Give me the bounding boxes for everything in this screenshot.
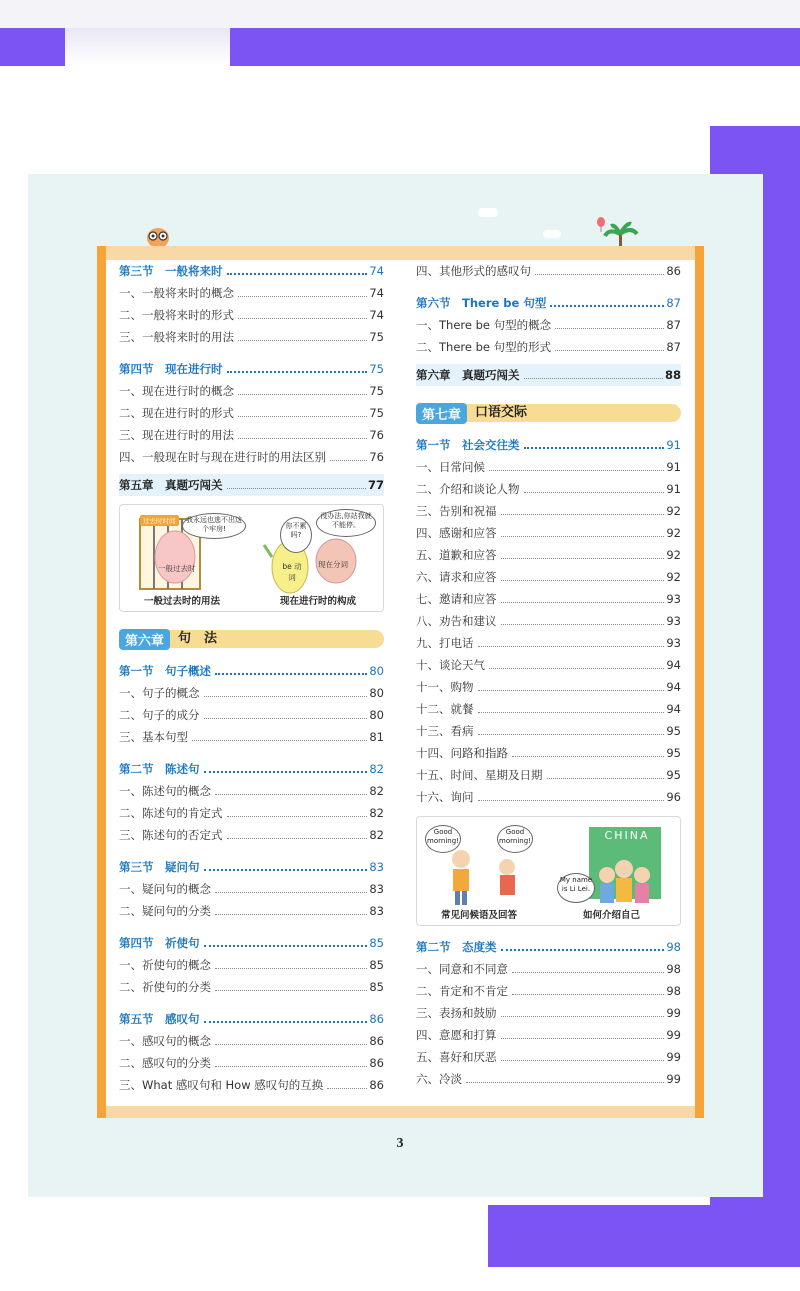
toc-item-title: 十五、时间、星期及日期: [416, 768, 543, 782]
toc-chapter-review-title: 第五章 真题巧闯关: [119, 478, 223, 492]
illustration-caption: 如何介绍自己: [583, 910, 641, 921]
toc-item[interactable]: [119, 682, 384, 704]
toc-item-page: 85: [369, 980, 384, 994]
top-background: [0, 0, 800, 28]
toc-item-page: 92: [666, 548, 681, 562]
toc-item[interactable]: [416, 980, 681, 1002]
toc-item-title: 三、陈述句的否定式: [119, 828, 223, 842]
toc-section-title: 第三节 疑问句: [119, 860, 200, 874]
toc-section-title: 第五节 感叹句: [119, 1012, 200, 1026]
leader-dots: [204, 945, 368, 947]
leader-dots: [466, 1082, 664, 1083]
toc-item-title: 一、陈述句的概念: [119, 784, 211, 798]
toc-item-title: 一、祈使句的概念: [119, 958, 211, 972]
leader-dots: [535, 274, 664, 275]
toc-item-title: 二、句子的成分: [119, 708, 200, 722]
toc-section[interactable]: [416, 936, 681, 958]
leader-dots: [227, 371, 368, 373]
toc-item-title: 一、疑问句的概念: [119, 882, 211, 896]
leader-dots: [501, 1038, 665, 1039]
toc-item-title: 三、现在进行时的用法: [119, 428, 234, 442]
toc-item-page: 86: [369, 1056, 384, 1070]
leader-dots: [227, 273, 368, 275]
leader-dots: [238, 340, 367, 341]
illustration-caption: 常见问候语及回答: [441, 910, 518, 921]
toc-item-title: 二、陈述句的肯定式: [119, 806, 223, 820]
leader-dots: [330, 460, 367, 461]
toc-item[interactable]: [416, 500, 681, 522]
toc-item[interactable]: [119, 900, 384, 922]
toc-section-page: 86: [369, 1012, 384, 1026]
panel-left-edge: [97, 246, 106, 1118]
chapter-title: 口语交际: [463, 404, 681, 422]
sign-label: 过去时时间: [140, 515, 179, 526]
toc-item[interactable]: [119, 326, 384, 348]
toc-item-page: 99: [666, 1006, 681, 1020]
toc-item-page: 99: [666, 1072, 681, 1086]
toc-item-page: 98: [666, 984, 681, 998]
toc-item-page: 96: [666, 790, 681, 804]
character-label: be 动词: [282, 562, 302, 582]
toc-section[interactable]: [119, 932, 384, 954]
toc-item-title: 八、劝告和建议: [416, 614, 497, 628]
speech-bubble: Good morning!: [497, 825, 533, 853]
leader-dots: [489, 470, 664, 471]
panel-top-edge: [97, 246, 704, 260]
toc-item[interactable]: [416, 632, 681, 654]
toc-section-page: 85: [369, 936, 384, 950]
toc-chapter-review-page: 77: [367, 478, 384, 492]
chapter-number: 第六章: [119, 629, 170, 650]
illustration-caption: 现在进行时的构成: [280, 596, 357, 607]
toc-left-column: [119, 260, 384, 1096]
band-notch: [65, 28, 230, 66]
toc-item-title: 一、日常问候: [416, 460, 485, 474]
leader-dots: [512, 972, 664, 973]
toc-item[interactable]: [416, 610, 681, 632]
leader-dots: [215, 914, 367, 915]
toc-item-page: 75: [369, 406, 384, 420]
panel-bottom-edge: [97, 1106, 704, 1118]
leader-dots: [478, 800, 665, 801]
leader-dots: [204, 771, 368, 773]
toc-item-title: 三、表扬和鼓励: [416, 1006, 497, 1020]
chapter-heading: [416, 402, 681, 424]
toc-item-title: 六、请求和应答: [416, 570, 497, 584]
toc-item[interactable]: [119, 304, 384, 326]
leader-dots: [512, 756, 664, 757]
toc-section[interactable]: [119, 260, 384, 282]
toc-section-page: 74: [369, 264, 384, 278]
leader-dots: [555, 350, 664, 351]
toc-right-column: [416, 260, 681, 1090]
toc-section-title: 第二节 陈述句: [119, 762, 200, 776]
toc-item[interactable]: [119, 446, 384, 468]
leader-dots: [215, 968, 367, 969]
character-label: 一般过去时: [158, 564, 196, 573]
toc-item[interactable]: [416, 544, 681, 566]
toc-item-title: 十三、看病: [416, 724, 474, 738]
toc-item-title: 一、句子的概念: [119, 686, 200, 700]
leader-dots: [501, 558, 665, 559]
toc-section-page: 82: [369, 762, 384, 776]
toc-item[interactable]: [416, 478, 681, 500]
toc-section[interactable]: [119, 358, 384, 380]
leader-dots: [238, 438, 367, 439]
toc-item-title: 一、现在进行时的概念: [119, 384, 234, 398]
toc-chapter-review[interactable]: [416, 364, 681, 386]
toc-item[interactable]: [119, 824, 384, 846]
toc-item-page: 75: [369, 330, 384, 344]
illustration-caption: 一般过去时的用法: [144, 596, 221, 607]
leader-dots: [215, 892, 367, 893]
leader-dots: [238, 318, 367, 319]
toc-item[interactable]: [416, 676, 681, 698]
leader-dots: [501, 580, 665, 581]
toc-section[interactable]: [119, 660, 384, 682]
toc-section-page: 80: [369, 664, 384, 678]
speech-bubble: My name is Li Lei.: [557, 873, 595, 903]
toc-item-page: 76: [369, 450, 384, 464]
chapter-heading: [119, 628, 384, 650]
toc-item-page: 93: [666, 614, 681, 628]
toc-item-page: 83: [369, 904, 384, 918]
toc-section[interactable]: [416, 434, 681, 456]
leader-dots: [501, 949, 665, 951]
toc-section-title: 第一节 句子概述: [119, 664, 211, 678]
leader-dots: [489, 668, 664, 669]
toc-item-title: 四、其他形式的感叹句: [416, 264, 531, 278]
toc-item[interactable]: [119, 976, 384, 998]
toc-item-title: 三、基本句型: [119, 730, 188, 744]
leader-dots: [501, 602, 665, 603]
toc-item[interactable]: [416, 764, 681, 786]
leader-dots: [550, 305, 664, 307]
toc-item-title: 十一、购物: [416, 680, 474, 694]
leader-dots: [204, 1021, 368, 1023]
toc-item-page: 94: [666, 658, 681, 672]
toc-item-title: 四、意愿和打算: [416, 1028, 497, 1042]
leader-dots: [215, 990, 367, 991]
toc-item[interactable]: [416, 1024, 681, 1046]
illustration-past-and-progressive: [119, 504, 384, 612]
leader-dots: [204, 869, 368, 871]
toc-item-page: 91: [666, 460, 681, 474]
leader-dots: [478, 712, 665, 713]
toc-item-page: 75: [369, 384, 384, 398]
toc-item[interactable]: [416, 1068, 681, 1090]
toc-item-title: 二、There be 句型的形式: [416, 340, 552, 354]
leader-dots: [512, 994, 664, 995]
toc-item-title: 五、道歉和应答: [416, 548, 497, 562]
leader-dots: [555, 328, 664, 329]
character-label: 现在分词: [318, 560, 348, 569]
toc-item-page: 95: [666, 724, 681, 738]
leader-dots: [238, 394, 367, 395]
toc-item-page: 80: [369, 686, 384, 700]
toc-item[interactable]: [119, 726, 384, 748]
toc-item-title: 三、一般将来时的用法: [119, 330, 234, 344]
toc-chapter-review-page: 88: [664, 368, 681, 382]
leader-dots: [227, 488, 366, 489]
toc-item-title: 四、感谢和应答: [416, 526, 497, 540]
toc-item[interactable]: [416, 260, 681, 282]
toc-item-page: 81: [369, 730, 384, 744]
toc-section-title: 第三节 一般将来时: [119, 264, 223, 278]
toc-item[interactable]: [119, 954, 384, 976]
chapter-number: 第七章: [416, 403, 467, 424]
leader-dots: [238, 416, 367, 417]
toc-item-title: 十、谈论天气: [416, 658, 485, 672]
leader-dots: [478, 646, 665, 647]
speech-bubble: 你不累吗?: [280, 517, 312, 553]
toc-item-page: 95: [666, 746, 681, 760]
leader-dots: [215, 673, 367, 675]
toc-item-page: 92: [666, 570, 681, 584]
toc-item[interactable]: [416, 566, 681, 588]
leader-dots: [192, 740, 367, 741]
toc-item[interactable]: [119, 780, 384, 802]
toc-section[interactable]: [416, 292, 681, 314]
toc-item-page: 74: [369, 308, 384, 322]
toc-item-page: 94: [666, 702, 681, 716]
toc-item-title: 三、What 感叹句和 How 感叹句的互换: [119, 1078, 324, 1092]
toc-item-title: 二、疑问句的分类: [119, 904, 211, 918]
leader-dots: [501, 514, 665, 515]
toc-item-page: 91: [666, 482, 681, 496]
chapter-title: 句 法: [166, 630, 384, 648]
toc-item[interactable]: [416, 698, 681, 720]
leader-dots: [238, 296, 367, 297]
leader-dots: [524, 447, 665, 449]
toc-chapter-review-title: 第六章 真题巧闯关: [416, 368, 520, 382]
toc-item-page: 76: [369, 428, 384, 442]
toc-item[interactable]: [416, 314, 681, 336]
toc-item-title: 十二、就餐: [416, 702, 474, 716]
toc-item-title: 一、同意和不同意: [416, 962, 508, 976]
toc-item-page: 86: [369, 1034, 384, 1048]
toc-item-title: 二、感叹句的分类: [119, 1056, 211, 1070]
toc-item-page: 92: [666, 526, 681, 540]
toc-item-page: 99: [666, 1028, 681, 1042]
toc-item-page: 80: [369, 708, 384, 722]
toc-item[interactable]: [416, 786, 681, 808]
leader-dots: [215, 1044, 367, 1045]
toc-item-page: 82: [369, 806, 384, 820]
leader-dots: [501, 1016, 665, 1017]
toc-item[interactable]: [119, 1052, 384, 1074]
toc-item-page: 82: [369, 828, 384, 842]
toc-item-page: 86: [666, 264, 681, 278]
leader-dots: [215, 1066, 367, 1067]
toc-item-page: 99: [666, 1050, 681, 1064]
toc-section-title: 第四节 现在进行时: [119, 362, 223, 376]
cloud-icon: [478, 208, 498, 217]
toc-item-title: 九、打电话: [416, 636, 474, 650]
illustration-greetings-and-introductions: [416, 816, 681, 926]
toc-item-title: 一、一般将来时的概念: [119, 286, 234, 300]
toc-section-title: 第六节 There be 句型: [416, 296, 547, 310]
toc-item[interactable]: [416, 522, 681, 544]
panel-right-edge: [695, 246, 704, 1118]
leader-dots: [227, 838, 368, 839]
page-number: 3: [396, 1136, 404, 1151]
toc-section-page: 91: [666, 438, 681, 452]
toc-section[interactable]: [119, 758, 384, 780]
toc-item-page: 83: [369, 882, 384, 896]
toc-item[interactable]: [119, 402, 384, 424]
leader-dots: [204, 718, 368, 719]
toc-section-title: 第一节 社会交往类: [416, 438, 520, 452]
toc-item[interactable]: [416, 742, 681, 764]
toc-item-page: 98: [666, 962, 681, 976]
toc-section-page: 87: [666, 296, 681, 310]
cloud-icon: [543, 230, 561, 238]
toc-item-title: 六、冷淡: [416, 1072, 462, 1086]
leader-dots: [327, 1088, 367, 1089]
leader-dots: [215, 794, 367, 795]
toc-item-page: 87: [666, 340, 681, 354]
toc-section-page: 83: [369, 860, 384, 874]
toc-item[interactable]: [119, 1030, 384, 1052]
leader-dots: [204, 696, 368, 697]
toc-item[interactable]: [119, 802, 384, 824]
toc-item[interactable]: [119, 282, 384, 304]
toc-item-title: 七、邀请和应答: [416, 592, 497, 606]
leader-dots: [501, 1060, 665, 1061]
toc-item-page: 93: [666, 636, 681, 650]
toc-item-page: 74: [369, 286, 384, 300]
toc-item-title: 一、There be 句型的概念: [416, 318, 552, 332]
toc-item[interactable]: [416, 654, 681, 676]
toc-item[interactable]: [119, 1074, 384, 1096]
toc-item-page: 93: [666, 592, 681, 606]
toc-item-title: 二、祈使句的分类: [119, 980, 211, 994]
leader-dots: [227, 816, 368, 817]
toc-section-page: 75: [369, 362, 384, 376]
leader-dots: [501, 624, 665, 625]
toc-item[interactable]: [416, 336, 681, 358]
toc-section-page: 98: [666, 940, 681, 954]
speech-bubble: 没办法,你站我就不能停。: [316, 509, 376, 537]
bottom-purple-block: [488, 1205, 800, 1267]
toc-item-title: 二、一般将来时的形式: [119, 308, 234, 322]
leader-dots: [478, 734, 665, 735]
toc-section[interactable]: [119, 856, 384, 878]
toc-item[interactable]: [119, 878, 384, 900]
toc-item-title: 二、现在进行时的形式: [119, 406, 234, 420]
leader-dots: [524, 378, 663, 379]
toc-item-page: 95: [666, 768, 681, 782]
toc-item-title: 一、感叹句的概念: [119, 1034, 211, 1048]
toc-item-title: 五、喜好和厌恶: [416, 1050, 497, 1064]
toc-section-title: 第二节 态度类: [416, 940, 497, 954]
toc-item[interactable]: [416, 1002, 681, 1024]
toc-item[interactable]: [416, 456, 681, 478]
toc-item-title: 二、肯定和不肯定: [416, 984, 508, 998]
toc-item[interactable]: [416, 720, 681, 742]
toc-item-page: 92: [666, 504, 681, 518]
speech-bubble: 我永远也逃不出这个牢房!: [182, 513, 246, 539]
toc-item[interactable]: [119, 380, 384, 402]
top-purple-band: [0, 28, 800, 66]
speech-bubble: Good morning!: [425, 825, 461, 853]
toc-item-page: 86: [369, 1078, 384, 1092]
toc-item-page: 94: [666, 680, 681, 694]
toc-item-title: 十六、询问: [416, 790, 474, 804]
toc-item-page: 87: [666, 318, 681, 332]
leader-dots: [501, 536, 665, 537]
toc-item-title: 二、介绍和谈论人物: [416, 482, 520, 496]
leader-dots: [547, 778, 665, 779]
toc-chapter-review[interactable]: [119, 474, 384, 496]
chalkboard-text: CHINA: [604, 829, 650, 842]
toc-item[interactable]: [416, 588, 681, 610]
leader-dots: [478, 690, 665, 691]
toc-item[interactable]: [416, 958, 681, 980]
toc-section-title: 第四节 祈使句: [119, 936, 200, 950]
toc-item-page: 82: [369, 784, 384, 798]
toc-item[interactable]: [119, 704, 384, 726]
toc-item[interactable]: [416, 1046, 681, 1068]
toc-section[interactable]: [119, 1008, 384, 1030]
toc-item-title: 十四、问路和指路: [416, 746, 508, 760]
toc-item-title: 三、告别和祝福: [416, 504, 497, 518]
toc-item-page: 85: [369, 958, 384, 972]
toc-item-title: 四、一般现在时与现在进行时的用法区别: [119, 450, 326, 464]
toc-item[interactable]: [119, 424, 384, 446]
leader-dots: [524, 492, 665, 493]
